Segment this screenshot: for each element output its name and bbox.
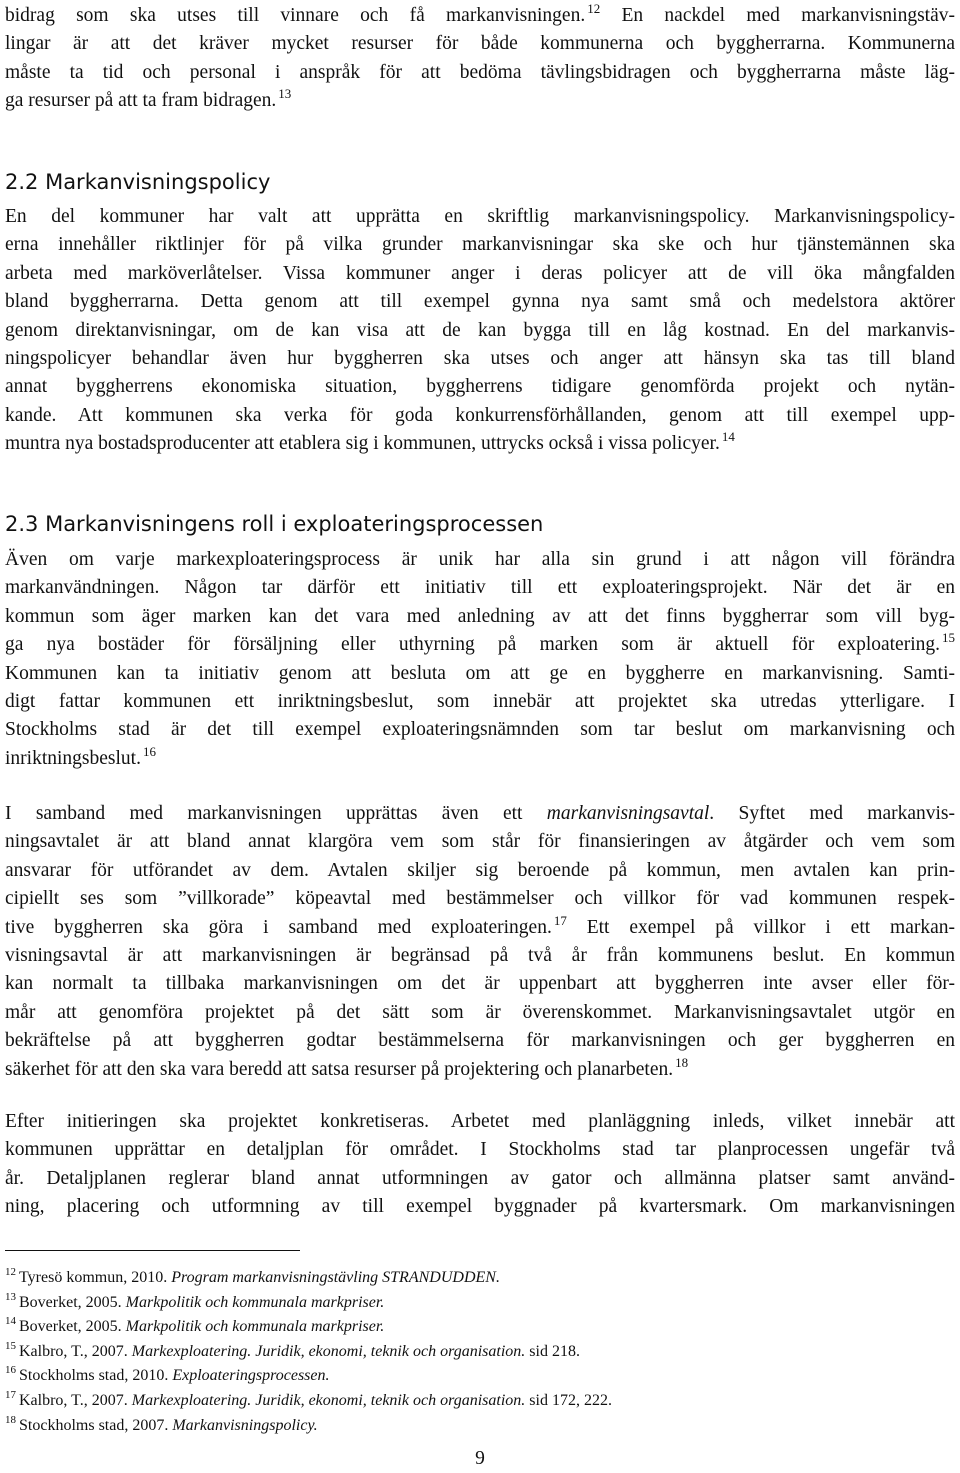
text-line: bekräftelse på att byggherren godtar bestämmelserna för markanvisningen och ger byggherren en xyxy=(5,1030,955,1052)
text-run: Ett exempel på villkor i ett markan- xyxy=(586,916,955,938)
text-run: inriktningsbeslut. xyxy=(5,747,141,769)
footnote-item xyxy=(5,1389,955,1414)
footnote-number: 13 xyxy=(5,1290,16,1303)
text-line: arbeta med marköverlåtelser. Vissa kommuner anger i deras policyer att de vill öka mångfalden xyxy=(5,262,955,284)
footnote-source: Stockholms stad, 2007. xyxy=(19,1416,169,1434)
footnote-title: Markanvisningspolicy. xyxy=(172,1416,318,1434)
section-heading-2-2: 2.2 Markanvisningspolicy xyxy=(5,170,271,194)
footnote-title: Markpolitik och kommunala markpriser. xyxy=(125,1293,385,1311)
text-line: Även om varje markexploateringsprocess är unik har alla sin grund i att någon vill förändra xyxy=(5,549,955,570)
text-run: tive byggherren ska göra i samband med exploateringen. xyxy=(5,916,552,938)
document-page xyxy=(5,0,955,1473)
text-run: säkerhet för att den ska vara beredd att satsa resurser på projektering och planarbeten. xyxy=(5,1058,674,1080)
paragraph-intro xyxy=(5,2,955,116)
footnote-ref[interactable]: 13 xyxy=(278,86,292,102)
text-line xyxy=(5,430,955,458)
text-line: kande. Att kommunen ska verka för goda konkurrensförhållanden, genom att till exempel upp- xyxy=(5,404,955,426)
footnote-title: Markpolitik och kommunala markpriser. xyxy=(125,1318,385,1336)
text-line: cipiellt ses som ”villkorade” köpeavtal med bestämmelser och villkor för vad kommunen respek- xyxy=(5,888,955,910)
text-line xyxy=(5,914,955,942)
text-line: kan normalt ta tillbaka markanvisningen om det är uppenbart att byggherren inte avser eller för- xyxy=(5,973,955,995)
text-line: markanvändningen. Någon tar därför ett initiativ till ett exploateringsprojekt. När det är en xyxy=(5,577,955,599)
footnote-title: Markexploatering. Juridik, ekonomi, teknik och organisation. xyxy=(131,1391,526,1409)
paragraph-role-a xyxy=(5,546,955,773)
footnote-ref[interactable]: 17 xyxy=(553,912,567,928)
text-line: ning, placering och utformning av till exempel byggnader på kvartersmark. Om markanvisningen xyxy=(5,1196,955,1218)
footnote-number: 18 xyxy=(5,1413,16,1426)
footnote-ref[interactable]: 12 xyxy=(587,1,601,16)
footnote-divider xyxy=(5,1250,300,1251)
footnote-ref[interactable]: 15 xyxy=(942,630,955,646)
footnote-number: 14 xyxy=(5,1315,16,1328)
page-number: 9 xyxy=(475,1448,485,1469)
footnote-source: Tyresö kommun, 2010. xyxy=(19,1269,168,1286)
footnote-ref[interactable]: 18 xyxy=(675,1054,689,1070)
text-line: bland byggherrarna. Detta genom att till exempel gynna nya samt små och medelstora aktörer xyxy=(5,291,955,313)
footnote-number: 12 xyxy=(5,1266,16,1278)
text-line: kommunen upprättar en detaljplan för området. I Stockholms stad tar planprocessen ungefär två xyxy=(5,1139,955,1161)
text-line xyxy=(5,87,955,115)
text-run: ga nya bostäder för försäljning eller uthyrning på marken som är aktuell för exploatering. xyxy=(5,634,940,656)
text-run: muntra nya bostadsproducenter att etablera sig i kommunen, uttrycks också i vissa policyer. xyxy=(5,433,720,455)
italic-term: markanvisningsavtal xyxy=(546,803,710,824)
text-line: mår att genomföra projektet på det sätt som är överenskommet. Markanvisningsavtalet utgör en xyxy=(5,1001,955,1023)
text-line xyxy=(5,2,955,30)
text-line: ansvarar för utförandet av dem. Avtalen skiljer sig beroende på kommun, men avtalen kan prin- xyxy=(5,859,955,881)
text-run: bidrag som ska utses till vinnare och få markanvisningen. xyxy=(5,5,586,26)
footnote-source: Kalbro, T., 2007. xyxy=(19,1342,128,1360)
footnote-tail: sid 218. xyxy=(529,1342,580,1360)
footnote-item xyxy=(5,1364,955,1389)
paragraph-role-b xyxy=(5,800,955,1084)
footnote-source: Stockholms stad, 2010. xyxy=(19,1367,169,1385)
text-line: En del kommuner har valt att upprätta en skriftlig markanvisningspolicy. Markanvisningspolicy- xyxy=(5,206,955,227)
text-line: annat byggherrens ekonomiska situation, byggherrens tidigare genomförda projekt och nytän- xyxy=(5,376,955,398)
text-line: digt fattar kommunen ett inriktningsbeslut, som innebär att projektet ska utredas ytterligare. I xyxy=(5,690,955,712)
text-run: I samband med markanvisningen upprättas även ett xyxy=(5,803,523,824)
text-run: . Syftet med markanvis- xyxy=(709,803,956,824)
paragraph-role-c xyxy=(5,1108,955,1222)
section-heading-2-3: 2.3 Markanvisningens roll i exploateringsprocessen xyxy=(5,512,544,536)
text-line: ningspolicyer behandlar även hur byggherren ska utses och anger att hänsyn ska tas till bland xyxy=(5,347,955,369)
footnote-item xyxy=(5,1340,955,1365)
text-line: Stockholms stad är det till exempel exploateringsnämnden som tar beslut om markanvisning och xyxy=(5,719,955,741)
text-line xyxy=(5,800,955,828)
footnote-item xyxy=(5,1414,955,1439)
text-line: Kommunen kan ta initiativ genom att besluta om att ge en byggherre en markanvisning. Samti- xyxy=(5,662,955,684)
footnote-tail: sid 172, 222. xyxy=(529,1391,612,1409)
text-line: måste ta tid och personal i anspråk för att bedöma tävlingsbidragen och byggherrarna måste läg- xyxy=(5,61,955,83)
footnote-number: 17 xyxy=(5,1388,16,1401)
text-line: erna innehåller riktlinjer för på vilka grunder markanvisningar ska ske och hur tjänstemännen ska xyxy=(5,234,955,256)
footnote-number: 15 xyxy=(5,1339,16,1352)
text-line xyxy=(5,631,955,659)
text-line xyxy=(5,745,955,773)
footnote-title: Exploateringsprocessen. xyxy=(172,1367,330,1385)
footnote-ref[interactable]: 16 xyxy=(142,743,156,759)
paragraph-policy xyxy=(5,203,955,459)
footnote-title: Program markanvisningstävling STRANDUDDEN. xyxy=(171,1269,500,1286)
text-line: Efter initieringen ska projektet konkretiseras. Arbetet med planläggning inleds, vilket innebär att xyxy=(5,1111,955,1132)
text-line: visningsavtal är att markanvisningen är begränsad på två år från kommunens beslut. En kommun xyxy=(5,944,955,966)
text-run: ga resurser på att ta fram bidragen. xyxy=(5,90,277,112)
text-run: En nackdel med markanvisningstäv- xyxy=(621,5,955,26)
footnote-source: Kalbro, T., 2007. xyxy=(19,1391,128,1409)
footnote-source: Boverket, 2005. xyxy=(19,1293,122,1311)
text-line: lingar är att det kräver mycket resurser för både kommunerna och byggherrarna. Kommunerna xyxy=(5,33,955,55)
footnote-item xyxy=(5,1266,955,1291)
footnote-number: 16 xyxy=(5,1364,16,1377)
footnote-item xyxy=(5,1291,955,1316)
footnote-source: Boverket, 2005. xyxy=(19,1318,122,1336)
text-line: ningsavtalet är att bland annat klargöra vem som står för finansieringen av åtgärder och vem som xyxy=(5,831,955,853)
footnotes xyxy=(5,1266,955,1438)
text-line: genom direktanvisningar, om de kan visa att de kan bygga till en låg kostnad. En del markanvis- xyxy=(5,319,955,341)
text-line: år. Detaljplanen reglerar bland annat utformningen av gator och allmänna platser samt använd- xyxy=(5,1167,955,1189)
footnote-ref[interactable]: 14 xyxy=(721,429,735,445)
footnote-title: Markexploatering. Juridik, ekonomi, teknik och organisation. xyxy=(131,1342,526,1360)
footnote-item xyxy=(5,1315,955,1340)
text-line: kommun som äger marken kan det vara med anledning av att det finns byggherrar som vill byg- xyxy=(5,605,955,627)
text-line xyxy=(5,1056,955,1084)
